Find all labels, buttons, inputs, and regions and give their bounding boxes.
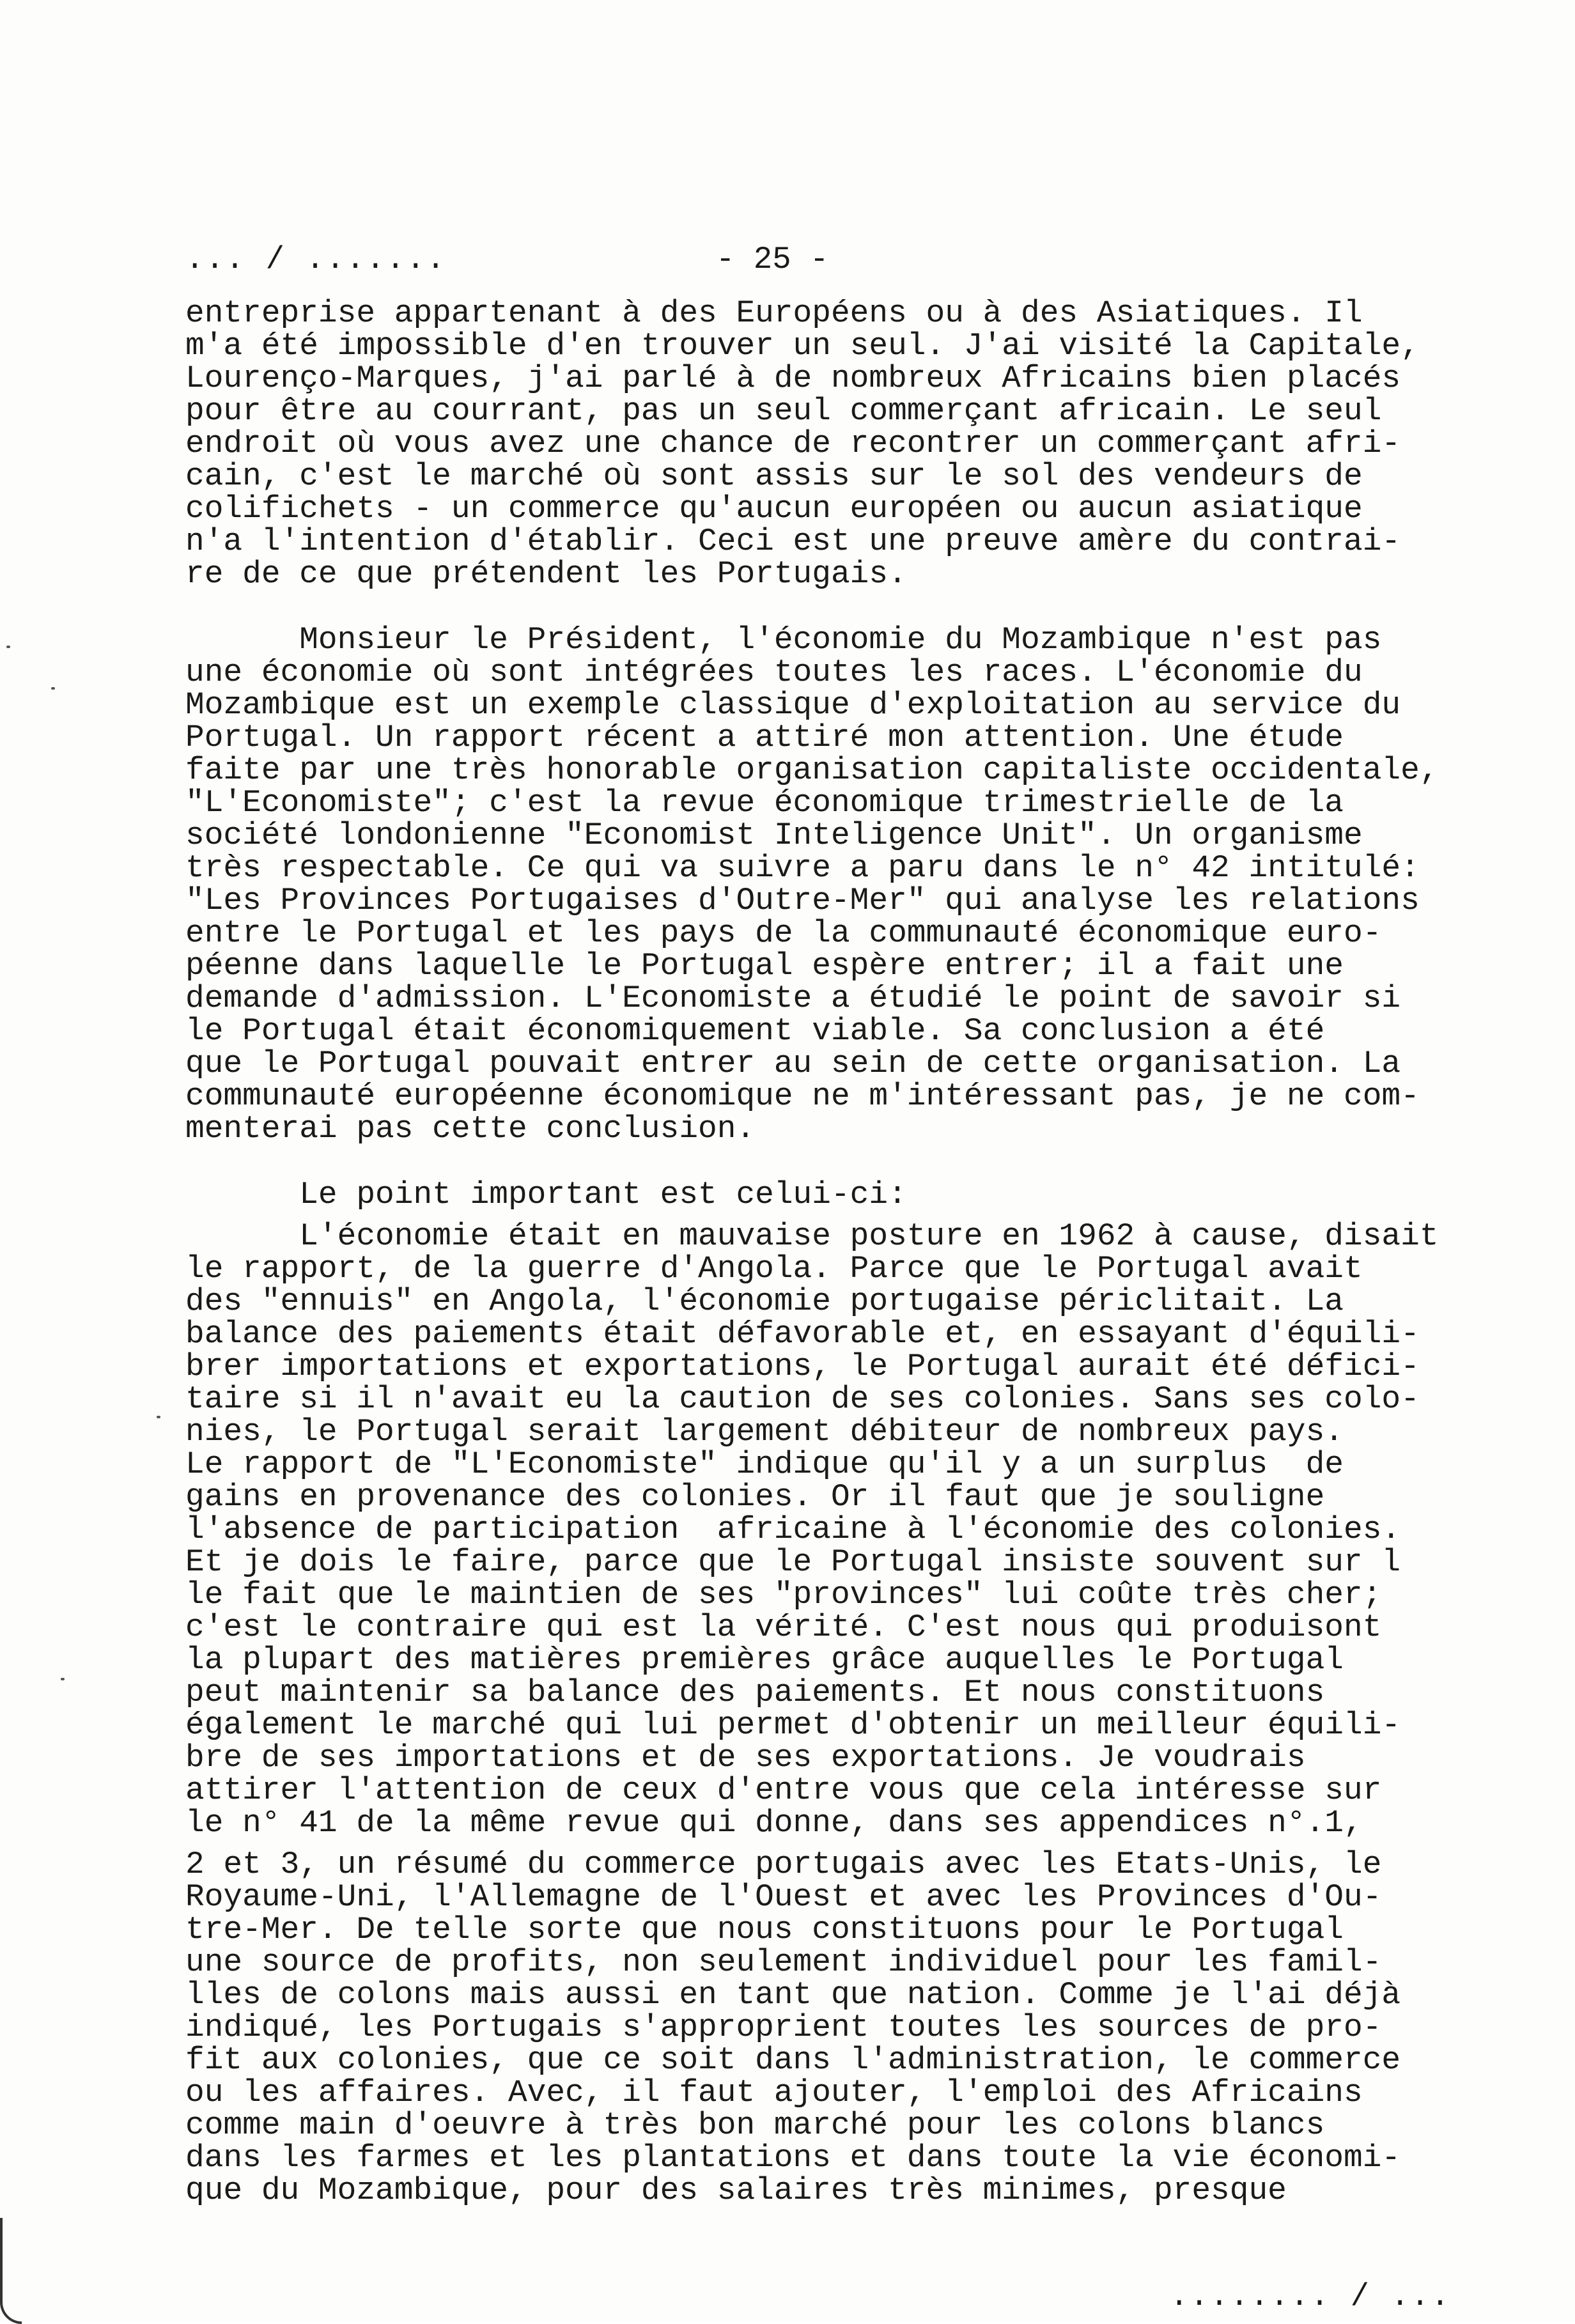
text-line: tre-Mer. De telle sorte que nous constituons pour le Portugal: [185, 1912, 1344, 1948]
text-line: une économie où sont intégrées toutes les races. L'économie du: [185, 655, 1363, 690]
text-line: colifichets - un commerce qu'aucun européen ou aucun asiatique: [185, 491, 1363, 527]
text-line: indiqué, les Portugais s'approprient toutes les sources de pro-: [185, 2010, 1382, 2045]
text-line: m'a été impossible d'en trouver un seul. J'ai visité la Capitale,: [185, 328, 1420, 364]
scan-speck: [6, 646, 10, 648]
paragraph-1: [185, 297, 1489, 591]
text-line: 2 et 3, un résumé du commerce portugais avec les Etats-Unis, le: [185, 1847, 1382, 1882]
text-line: Royaume-Uni, l'Allemagne de l'Ouest et avec les Provinces d'Ou-: [185, 1879, 1382, 1915]
text-line: attirer l'attention de ceux d'entre vous que cela intéresse sur: [185, 1772, 1382, 1808]
footer-continuation-mark: ........ / ...: [1170, 2279, 1451, 2314]
text-line: Monsieur le Président, l'économie du Mozambique n'est pas: [185, 622, 1382, 658]
text-line: le Portugal était économiquement viable. Sa conclusion a été: [185, 1013, 1325, 1049]
text-line: entre le Portugal et les pays de la communauté économique euro-: [185, 915, 1382, 951]
text-line: pour être au courrant, pas un seul commerçant africain. Le seul: [185, 393, 1382, 429]
text-line: des "ennuis" en Angola, l'économie portugaise périclitait. La: [185, 1283, 1344, 1319]
text-line: ou les affaires. Avec, il faut ajouter, l'emploi des Africains: [185, 2075, 1363, 2111]
text-line: c'est le contraire qui est la vérité. C'est nous qui produisont: [185, 1609, 1382, 1645]
scan-speck: [61, 1678, 65, 1680]
text-line: re de ce que prétendent les Portugais.: [185, 556, 907, 592]
text-line: que du Mozambique, pour des salaires très minimes, presque: [185, 2173, 1287, 2208]
text-line: gains en provenance des colonies. Or il faut que je souligne: [185, 1479, 1325, 1515]
text-line: entreprise appartenant à des Européens ou à des Asiatiques. Il: [185, 295, 1363, 331]
text-line: peut maintenir sa balance des paiements. Et nous constituons: [185, 1675, 1325, 1710]
paragraph-spacer: [185, 591, 1489, 624]
text-line: que le Portugal pouvait entrer au sein de cette organisation. La: [185, 1046, 1401, 1081]
text-line: L'économie était en mauvaise posture en 1962 à cause, disait: [185, 1218, 1439, 1254]
text-line: brer importations et exportations, le Portugal aurait été défici-: [185, 1349, 1420, 1384]
text-line: dans les farmes et les plantations et dans toute la vie économi-: [185, 2140, 1401, 2176]
paragraph-spacer: [185, 1145, 1489, 1179]
text-line: "Les Provinces Portugaises d'Outre-Mer" qui analyse les relations: [185, 883, 1420, 918]
text-line: la plupart des matières premières grâce auquelles le Portugal: [185, 1642, 1344, 1678]
text-line: balance des paiements était défavorable et, en essayant d'équili-: [185, 1316, 1420, 1352]
text-line: bre de ses importations et de ses exportations. Je voudrais: [185, 1740, 1306, 1776]
scan-speck: [51, 687, 55, 690]
paragraph-4: [185, 1220, 1489, 1840]
text-line: demande d'admission. L'Economiste a étudié le point de savoir si: [185, 980, 1401, 1016]
text-line: taire si il n'avait eu la caution de ses colonies. Sans ses colo-: [185, 1381, 1420, 1417]
text-line: lles de colons mais aussi en tant que nation. Comme je l'ai déjà: [185, 1977, 1401, 2013]
paragraph-2: [185, 624, 1489, 1145]
text-line: très respectable. Ce qui va suivre a paru dans le n° 42 intitulé:: [185, 850, 1420, 886]
text-line: communauté européenne économique ne m'intéressant pas, je ne com-: [185, 1078, 1420, 1114]
text-line: n'a l'intention d'établir. Ceci est une preuve amère du contrai-: [185, 523, 1401, 559]
text-line: cain, c'est le marché où sont assis sur le sol des vendeurs de: [185, 458, 1363, 494]
text-line: une source de profits, non seulement individuel pour les famil-: [185, 1944, 1382, 1980]
text-line: Mozambique est un exemple classique d'exploitation au service du: [185, 687, 1401, 723]
paragraph-3: [185, 1179, 1489, 1211]
text-line: "L'Economiste"; c'est la revue économique trimestrielle de la: [185, 785, 1344, 821]
text-line: comme main d'oeuvre à très bon marché pour les colons blancs: [185, 2107, 1325, 2143]
text-line: l'absence de participation africaine à l'économie des colonies.: [185, 1512, 1401, 1547]
paragraph-5: [185, 1848, 1489, 2207]
text-line: faite par une très honorable organisation capitaliste occidentale,: [185, 752, 1439, 788]
text-line: Lourenço-Marques, j'ai parlé à de nombreux Africains bien placés: [185, 360, 1401, 396]
text-line: le fait que le maintien de ses "provinces" lui coûte très cher;: [185, 1577, 1382, 1613]
document-body: [185, 297, 1489, 2207]
text-line: menterai pas cette conclusion.: [185, 1111, 756, 1147]
scan-speck: [157, 1416, 160, 1418]
text-line: endroit où vous avez une chance de recontrer un commerçant afri-: [185, 426, 1401, 461]
text-line: le rapport, de la guerre d'Angola. Parce que le Portugal avait: [185, 1251, 1363, 1287]
text-line: Le rapport de "L'Economiste" indique qu'il y a un surplus de: [185, 1446, 1344, 1482]
text-line: le n° 41 de la même revue qui donne, dans ses appendices n°.1,: [185, 1805, 1363, 1841]
text-line: société londonienne "Economist Inteligence Unit". Un organisme: [185, 817, 1363, 853]
scan-edge-mark: [0, 2218, 22, 2324]
text-line: également le marché qui lui permet d'obtenir un meilleur équili-: [185, 1707, 1401, 1743]
text-line: Le point important est celui-ci:: [185, 1177, 907, 1212]
text-line: péenne dans laquelle le Portugal espère entrer; il a fait une: [185, 948, 1344, 984]
text-line: Et je dois le faire, parce que le Portugal insiste souvent sur l: [185, 1544, 1401, 1580]
text-line: Portugal. Un rapport récent a attiré mon attention. Une étude: [185, 720, 1344, 755]
page-number: - 25 -: [716, 242, 829, 277]
text-line: fit aux colonies, que ce soit dans l'administration, le commerce: [185, 2042, 1401, 2078]
header-continuation-mark: ... / .......: [185, 242, 447, 277]
text-line: nies, le Portugal serait largement débiteur de nombreux pays.: [185, 1414, 1344, 1450]
